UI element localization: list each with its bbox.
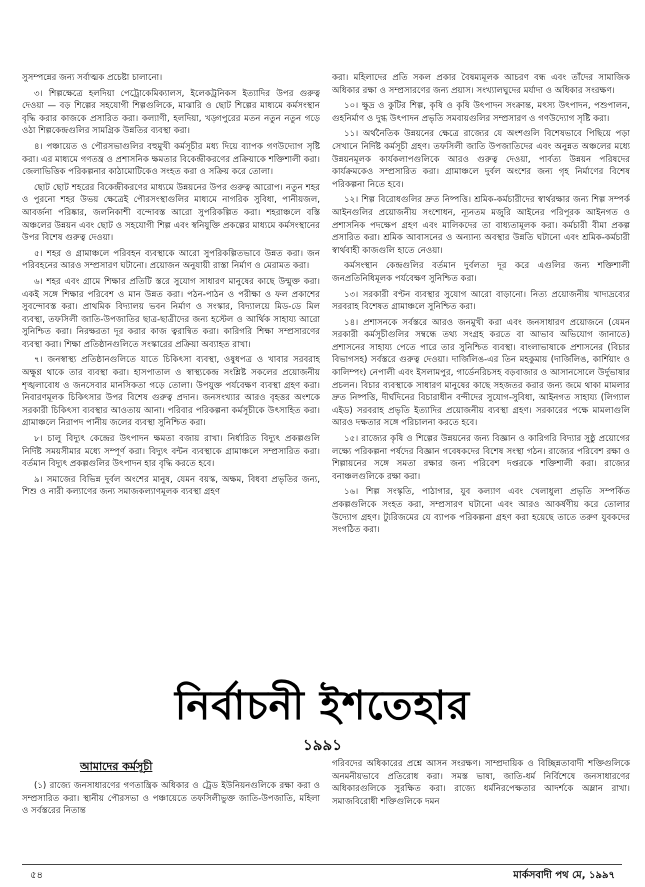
headline: নির্বাচনী ইশতেহার: [174, 682, 471, 729]
journal-name: মার্কসবাদী পথ মে, ১৯৯৭: [513, 870, 615, 881]
bottom-left-column: [22, 758, 320, 821]
paragraph: ছোট ছোট শহরের বিকেন্দ্রীকরণের মাধ্যমে উন্নয়নের উপর গুরুত্ব আরোপ। নতুন শহর ও পুরনো শহর উভয় ক্ষেত্রেই পৌরসংস্থাগুলির মাধ্যমে নাগরিক সুবিধা, পানীয়জল, আবর্জনা পরিষ্কার, জলনিকাশী বন্দোবস্ত আরো সুপরিকল্পিত করা। শহরাঞ্চলে বস্তি অঞ্চলের উন্নয়ন এবং ছোট ও সহযোগী শিল্প এবং স্বনিযুক্তি প্রকল্পের মাধ্যমে কর্মসংস্থানের উপর বিশেষ গুরুত্ব দেওয়া।: [22, 182, 320, 244]
paragraph: কর্মসংস্থান কেন্দ্রগুলির বর্তমান দুর্বলতা দূর করে এগুলির জন্য শক্তিশালী জনপ্রতিনিধিমূলক পর্যবেক্ষণ সুনিশ্চিত করা।: [332, 261, 630, 284]
left-column: [22, 72, 320, 672]
page-number: ৫৪: [30, 870, 43, 881]
paragraph: ১২। শিল্প বিরোধগুলির দ্রুত নিষ্পত্তি। শ্রমিক-কর্মচারীদের স্বার্থরক্ষার জন্য শিল্প সম্পর্ক আইনগুলির প্রয়োজনীয় সংশোধন, ন্যূনতম মজুরি আইনের পরিপূরক আইনগত ও প্রশাসনিক পদক্ষেপ গ্রহণ এবং মালিকদের তা বাধ্যতামূলক করা। কর্মচারী বীমা প্রকল্প প্রসারিত করা। শ্রমিক আবাসনের ও অন্যান্য অবস্থার উন্নতি ঘটানো এবং শ্রমিক-কর্মচারী স্বার্থবাহী কাজগুলি হাতে নেওয়া।: [332, 195, 630, 256]
paragraph: করা। মহিলাদের প্রতি সকল প্রকার বৈষম্যমূলক আচরণ বন্ধ এবং তাঁদের সামাজিক অধিকার রক্ষা ও সম্প্রসারণের জন্য প্রয়াস। সংখ্যালঘুদের মর্যাদা ও অধিকার সংরক্ষণ।: [332, 73, 630, 96]
paragraph: ৯। সমাজের বিভিন্ন দুর্বল অংশের মানুষ, যেমন বয়স্ক, অক্ষম, বিধবা প্রভৃতির জন্য, শিশু ও নারী কল্যাণের জন্য সমাজকল্যাণমূলক ব্যবস্থা গ্রহণ: [22, 474, 320, 498]
paragraph: গরিবদের অধিকারের প্রশ্নে আসন সংরক্ষণ। সাম্প্রদায়িক ও বিচ্ছিন্নতাবাদী শক্তিগুলিকে অনমনীয়ভাবে প্রতিরোধ করা। সমস্ত ভাষা, জাতি-ধর্ম নির্বিশেষে জনসাধারণের অধিকারগুলিকে সুরক্ষিত করা। রাজ্যে ধর্মনিরপেক্ষতার আদর্শকে অম্লান রাখা। সমাজবিরোধী শক্তিগুলিকে দমন: [332, 759, 630, 807]
paragraph: ৩। শিল্পক্ষেত্রে হলদিয়া পেট্রোকেমিক্যালস, ইলেকট্রনিকস ইত্যাদির উপর গুরুত্ব দেওয়া — বড় শিল্পের সহযোগী শিল্পগুলিকে, মাঝারি ও ছোট শিল্পের মাধ্যমে কর্মসংস্থান বৃদ্ধি করার কাজকে প্রসারিত করা। কল্যাণী, হলদিয়া, খড়্গপুরের মতন নতুন নতুন গড়ে ওঠা শিল্পকেন্দ্রগুলির সামগ্রিক উন্নতির ব্যবস্থা করা।: [22, 88, 320, 137]
paragraph: ১০। ক্ষুদ্র ও কুটির শিল্প, কৃষি ও কৃষি উৎপাদন সংক্রান্ত, মৎস্য উৎপাদন, পশুপালন, গুহনির্মাণ ও দুগ্ধ উৎপাদন প্রভৃতি সমবায়গুলির সম্প্রসারণ ও গণউদ্যোগ সৃষ্টি করা।: [332, 101, 630, 124]
paragraph: ৬। শহর এবং গ্রামে শিক্ষার প্রতিটি স্তরে সুযোগ সাধারণ মানুষের কাছে উন্মুক্ত করা। একই সঙ্গে শিক্ষার পরিবেশ ও মান উন্নত করা। পঠন-পাঠন ও পরীক্ষা ও ফল প্রকাশের সুবন্দোবস্ত করা। প্রাথমিক বিদ্যালয় ভবন নির্মাণ ও সংস্কার, বিদ্যালয়ে মিড-ডে মিল ব্যবস্থা, তফসিলী জাতি-উপজাতির ছাত্র-ছাত্রীদের জন্য হস্টেল ও আর্থিক সাহায্য আরো সুনিশ্চিত করা। নিরক্ষরতা দূর করার কাজ ত্বরান্বিত করা। কারিগরি শিক্ষা সম্প্রসারণের ব্যবস্থা করা। শিক্ষা প্রতিষ্ঠানগুলিতে সংস্কারের প্রক্রিয়া অব্যাহত রাখা।: [22, 276, 320, 350]
headline-year: ১৯৯১: [303, 736, 342, 754]
paragraph: ৮। চালু বিদ্যুৎ কেন্দ্রের উৎপাদন ক্ষমতা বজায় রাখা। নির্ধারিত বিদ্যুৎ প্রকল্পগুলি নির্দিষ্ট সময়সীমার মধ্যে সম্পূর্ণ করা। বিদ্যুৎ বন্টন ব্যবস্থাকে গ্রামাঞ্চলে সম্প্রসারিত করা। বর্তমান বিদ্যুৎ প্রকল্পগুলির উৎপাদন হার বৃদ্ধি করতে হবে।: [22, 434, 320, 470]
paragraph: ৪। পঞ্চায়েত ও পৌরসভাগুলির বহুমুখী কর্মসূচীর মধ্য দিয়ে ব্যাপক গণউদ্যোগ সৃষ্টি করা। এর মাধ্যমে গণতন্ত্র ও প্রশাসনিক ক্ষমতার বিকেন্দ্রীকরণের প্রক্রিয়াকে শক্তিশালী করা। জেলাভিত্তিক পরিকল্পনার কাঠামোটিকেও সংহত করা ও সক্রিয় করে তোলা।: [22, 141, 320, 178]
paragraph: সুসম্পন্নের জন্য সর্বাত্মক প্রচেষ্টা চালানো।: [22, 73, 163, 83]
paragraph: (১) রাজ্যে জনসাধারণের গণতান্ত্রিক অধিকার ও ট্রেড ইউনিয়নগুলিকে রক্ষা করা ও সম্প্রসারিত করা। স্থানীয় পৌরসভা ও পঞ্চায়েতে তফসিলীভুক্ত জাতি-উপজাতি, মহিলা ও সর্বস্তরের নিতান্ত: [22, 781, 320, 817]
paragraph: ১৪। প্রশাসনকে সর্বস্তরে আরও জনমুখী করা এবং জনসাধারণ প্রয়োজনে (যেমন সরকারী কর্মসূচীগুলির সম্বন্ধে তথ্য সংগ্রহ করতে বা আভাব অভিযোগ জানাতে) প্রশাসনের সাহায্য পেতে পারে তার সুনিশ্চিত ব্যবস্থা। বাংলাভাষাকে প্রশাসনের (বিচার বিভাগসহ) সর্বস্তরে গুরুত্ব দেওয়া। দার্জিলিঙ-এর তিন মহকুমায় (দার্জিলিঙ, কার্শিয়াং ও কালিম্পং) নেপালী এবং ইসলামপুর, গার্ডেনরিচসহ বড়বাজার ও আসানসোলে উর্দুভাষার প্রচলন। বিচার ব্যবস্থাকে সাধারণ মানুষের কাছে সহজতর করার জন্য জমে থাকা মামলার দ্রুত নিষ্পত্তি, দীর্ঘদিনের বিচারাধীন বন্দীদের সুযোগ-সুবিধা, আইনগত সাহায্য (লিগ্যাল এইড) সরবরাহ প্রভৃতি ইত্যাদির প্রয়োজনীয় ব্যবস্থা গ্রহণ। সরকারের পক্ষে মামলাগুলি আরও দক্ষতার সঙ্গে পরিচালনা করতে হবে।: [332, 317, 630, 429]
bottom-right-column: [332, 758, 630, 811]
paragraph: ১১। অর্থনৈতিক উন্নয়নের ক্ষেত্রে রাজ্যের যে অংশগুলি বিশেষভাবে পিছিয়ে পড়া সেখানে নির্দিষ্ট কর্মসূচী গ্রহণ। তফসিলী জাতি উপজাতিদের এবং অনুন্নত অঞ্চলের মধ্যে উন্নয়নমূলক কার্যকলাপগুলিকে আরও গুরুত্ব দেওয়া, পার্বত্য উন্নয়ন পরিষদের কার্যক্রমকেও সম্প্রসারিত করা। গ্রামাঞ্চলে দুর্বল অংশের জন্য গৃহ নির্মাণের বিশেষ পরিকল্পনা নিতে হবে।: [332, 129, 630, 190]
paragraph: ৫। শহর ও গ্রামাঞ্চলে পরিবহন ব্যবস্থাকে আরো সুপরিকল্পিতভাবে উন্নত করা। জন পরিবহনের আরও সম্প্রসারণ ঘটানো। প্রয়োজন অনুযায়ী রাস্তা নির্মাণ ও মেরামত করা।: [22, 248, 320, 272]
paragraph: ৭। জনস্বাস্থ্য প্রতিষ্ঠানগুলিতে যাতে চিকিৎসা ব্যবস্থা, ওষুধপত্র ও খাবার সরবরাহ অক্ষুণ্ণ থাকে তার ব্যবস্থা করা। হাসপাতাল ও স্বাস্থ্যকেন্দ্র সংশ্লিষ্ট সকলের প্রয়োজনীয় শৃঙ্খলাবোধ ও জনসেবার মানসিকতা গড়ে তোলা। উপযুক্ত পর্যবেক্ষণ ব্যবস্থা গ্রহণ করা। নিবারণমূলক চিকিৎসার উপর বিশেষ গুরুত্ব প্রদান। জনসংখ্যার আরও বৃহত্তর অংশকে সরকারী চিকিৎসা ব্যবস্থার আওতায় আনা। পরিবার পরিকল্পনা কর্মসূচীকে উৎসাহিত করা। গ্রামাঞ্চলে নিরাপদ পানীয় জলের ব্যবস্থা সুনিশ্চিত করা।: [22, 355, 320, 429]
paragraph: ১৩। সরকারী বণ্টন ব্যবস্থার সুযোগ আরো বাড়ানো। নিত্য প্রয়োজনীয় খাদ্যদ্রব্যের সরবরাহ বিশেষত গ্রামাঞ্চলে সুনিশ্চিত করা।: [332, 289, 630, 313]
right-column: [332, 72, 630, 672]
paragraph: ১৫। রাজ্যের কৃষি ও শিল্পের উন্নয়নের জন্য বিজ্ঞান ও কারিগরি বিদ্যার সুষ্ঠু প্রয়োগের লক্ষ্যে পরিকল্পনা পর্ষদের বিজ্ঞান গবেষকদের বিশেষ সংস্থা গঠন। রাজ্যের পরিবেশ রক্ষা ও শিল্পায়নের সঙ্গে সমতা রক্ষার জন্য পরিবেশ দপ্তরকে শক্তিশালী করা। রাজ্যের বনাঞ্চলগুলিকে রক্ষা করা।: [332, 434, 630, 482]
paragraph: ১৬। শিল্প সংস্কৃতি, পাঠাগার, যুব কল্যাণ এবং খেলাধুলা প্রভৃতি সম্পর্কিত প্রকল্পগুলিকে সংহত করা, সম্প্রসারণ ঘটানো এবং আরও আকর্ষণীয় করে তোলার উদ্যোগ গ্রহণ। ট্যুরিজমের যে ব্যাপক পরিকল্পনা গ্রহণ করা হয়েছে তাতে তরুণ যুবকদের সংগঠিত করা।: [332, 487, 630, 536]
footer-divider: [22, 864, 622, 865]
section-title: আমাদের কর্মসূচী: [80, 760, 153, 773]
